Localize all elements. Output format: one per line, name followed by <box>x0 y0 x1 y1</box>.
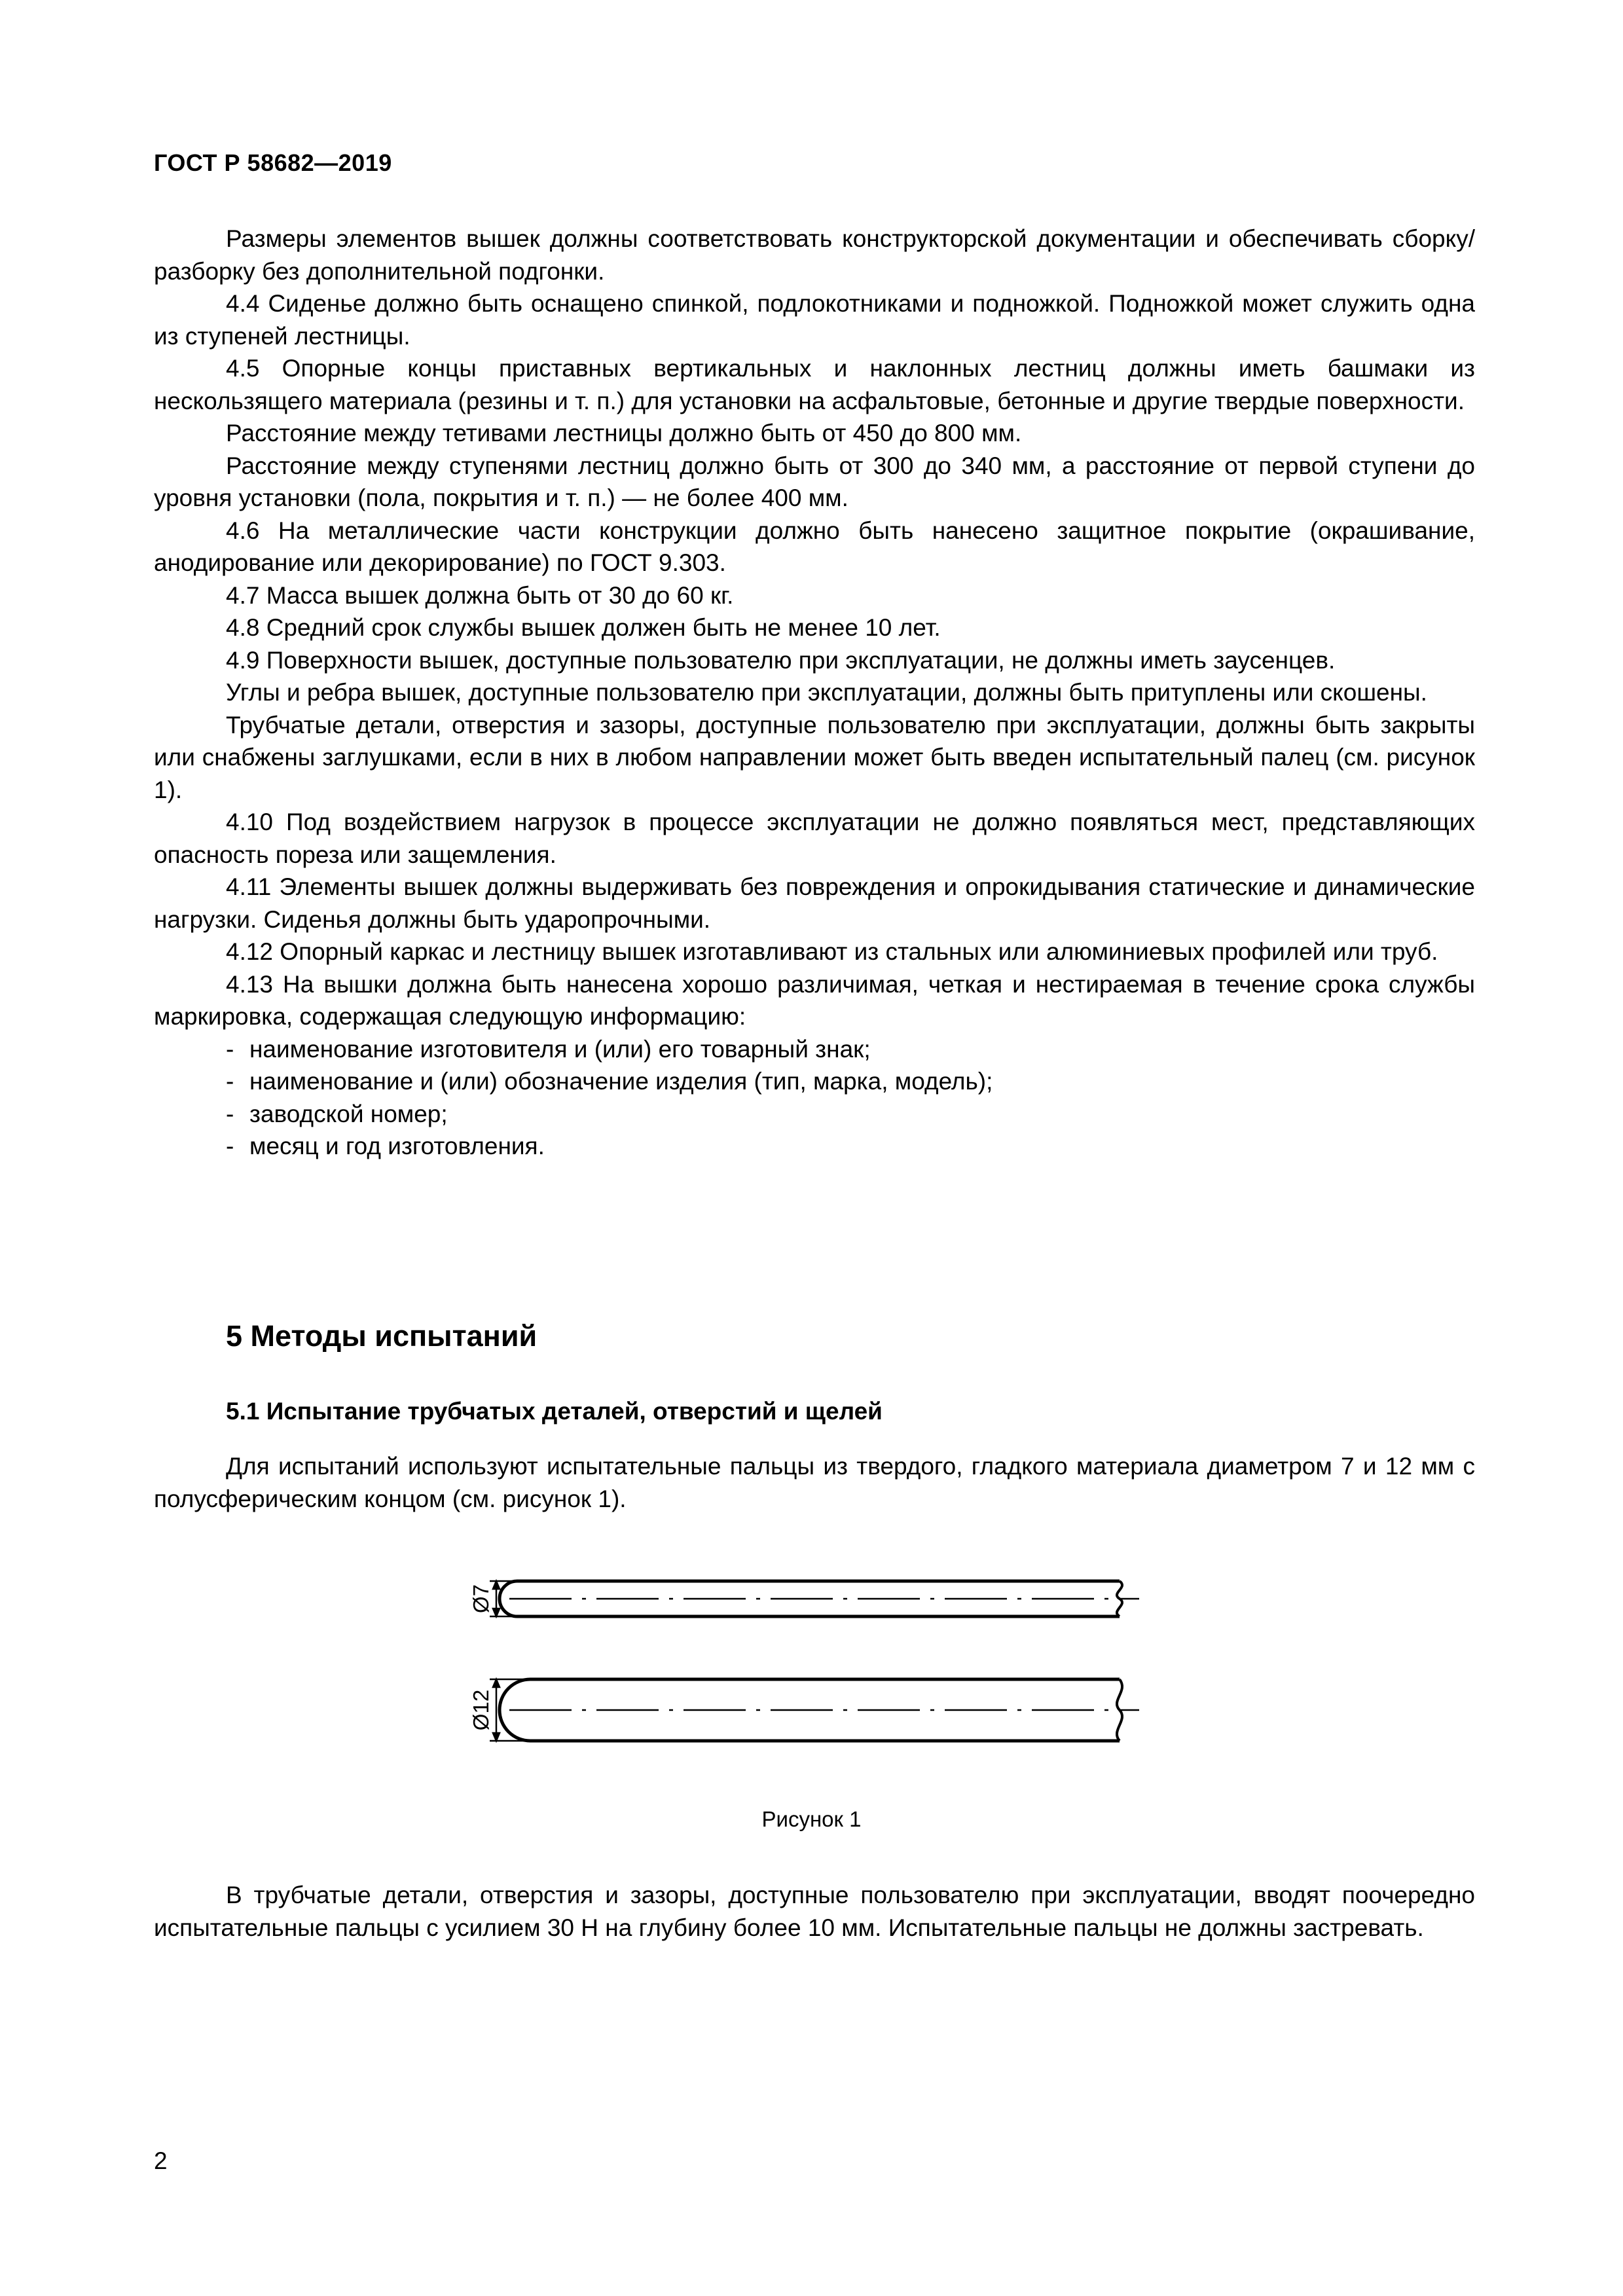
paragraph-dimensions: Размеры элементов вышек должны соответствовать конструкторской документации и обеспечивать сборку/разборку без дополнительной подгонки. <box>154 225 1475 285</box>
subsection-5-1-text <box>154 1450 1475 1515</box>
subsection-5-1-title: 5.1 Испытание трубчатых деталей, отверстий и щелей <box>226 1398 883 1425</box>
body-text <box>154 223 1475 1163</box>
list-item-text: месяц и год изготовления. <box>249 1133 545 1159</box>
document-header: ГОСТ Р 58682—2019 <box>154 149 392 176</box>
paragraph-4-12: 4.12 Опорный каркас и лестницу вышек изготавливают из стальных или алюминиевых профилей или труб. <box>226 938 1438 965</box>
paragraph-4-5-steps: Расстояние между ступенями лестниц должно быть от 300 до 340 мм, а расстояние от первой ступени до уровня установки (пола, покрытия и т. п.) — не более 400 мм. <box>154 452 1475 511</box>
paragraph-4-6: 4.6 На металлические части конструкции должно быть нанесено защитное покрытие (окрашивание, анодирование или декорирование) по ГОСТ 9.303. <box>154 517 1475 576</box>
paragraph-4-11: 4.11 Элементы вышек должны выдерживать без повреждения и опрокидывания статические и динамические нагрузки. Сиденья должны быть ударопрочными. <box>154 873 1475 933</box>
test-finger-drawing <box>471 1561 1159 1784</box>
list-item-text: наименование и (или) обозначение изделия (тип, марка, модель); <box>249 1068 993 1095</box>
dimension-7-label: Ø7 <box>469 1584 493 1614</box>
list-marker: - <box>226 1100 234 1127</box>
paragraph-5-1: Для испытаний используют испытательные пальцы из твердого, гладкого материала диаметром 7 и 12 мм с полусферическим концом (см. рисунок 1). <box>154 1453 1475 1512</box>
marking-list <box>154 1033 1475 1163</box>
list-marker: - <box>226 1035 234 1063</box>
page-number: 2 <box>154 2147 168 2174</box>
paragraph-4-4: 4.4 Сиденье должно быть оснащено спинкой, подлокотниками и подножкой. Подножкой может служить одна из ступеней лестницы. <box>154 290 1475 350</box>
paragraph-4-5-stringers: Расстояние между тетивами лестницы должно быть от 450 до 800 мм. <box>226 420 1022 446</box>
dimension-12-label: Ø12 <box>469 1689 493 1731</box>
dim-12-arrow-bottom <box>493 1733 500 1741</box>
dim-7-arrow-top <box>493 1581 500 1589</box>
list-item-text: заводской номер; <box>249 1100 448 1127</box>
figure-caption: Рисунок 1 <box>761 1807 862 1831</box>
paragraph-test-procedure: В трубчатые детали, отверстия и зазоры, доступные пользователю при эксплуатации, вводят поочередно испытательные пальцы с усилием 30 Н на глубину более 10 мм. Испытательные пальцы не должны застревать. <box>154 1882 1475 1941</box>
paragraph-4-8: 4.8 Средний срок службы вышек должен быть не менее 10 лет. <box>226 614 941 641</box>
list-item-text: наименование изготовителя и (или) его товарный знак; <box>249 1035 871 1063</box>
post-figure-text <box>154 1879 1475 1944</box>
section-5-title: 5 Методы испытаний <box>226 1319 538 1353</box>
paragraph-4-13: 4.13 На вышки должна быть нанесена хорошо различимая, четкая и нестираемая в течение срока службы маркировка, содержащая следующую информацию: <box>154 970 1475 1030</box>
list-item <box>154 1065 1475 1098</box>
dim-12-arrow-top <box>493 1679 500 1687</box>
dim-7-arrow-bottom <box>493 1609 500 1616</box>
figure-test-fingers <box>471 1561 1159 1784</box>
list-item <box>154 1098 1475 1131</box>
list-item <box>154 1033 1475 1066</box>
paragraph-4-5: 4.5 Опорные концы приставных вертикальных и наклонных лестниц должны иметь башмаки из нескользящего материала (резины и т. п.) для установки на асфальтовые, бетонные и другие твердые поверхности. <box>154 355 1475 414</box>
paragraph-4-9-edges: Углы и ребра вышек, доступные пользователю при эксплуатации, должны быть притуплены или скошены. <box>226 679 1427 706</box>
list-marker: - <box>226 1133 234 1159</box>
paragraph-4-9: 4.9 Поверхности вышек, доступные пользователю при эксплуатации, не должны иметь заусенцев. <box>226 646 1336 674</box>
list-item <box>154 1130 1475 1163</box>
paragraph-4-10: 4.10 Под воздействием нагрузок в процессе эксплуатации не должно появляться мест, представляющих опасность пореза или защемления. <box>154 809 1475 868</box>
paragraph-4-9-tubes: Трубчатые детали, отверстия и зазоры, доступные пользователю при эксплуатации, должны быть закрыты или снабжены заглушками, если в них в любом направлении может быть введен испытательный палец (см. рисунок 1). <box>154 711 1475 803</box>
list-marker: - <box>226 1068 234 1095</box>
paragraph-4-7: 4.7 Масса вышек должна быть от 30 до 60 кг. <box>226 581 734 609</box>
